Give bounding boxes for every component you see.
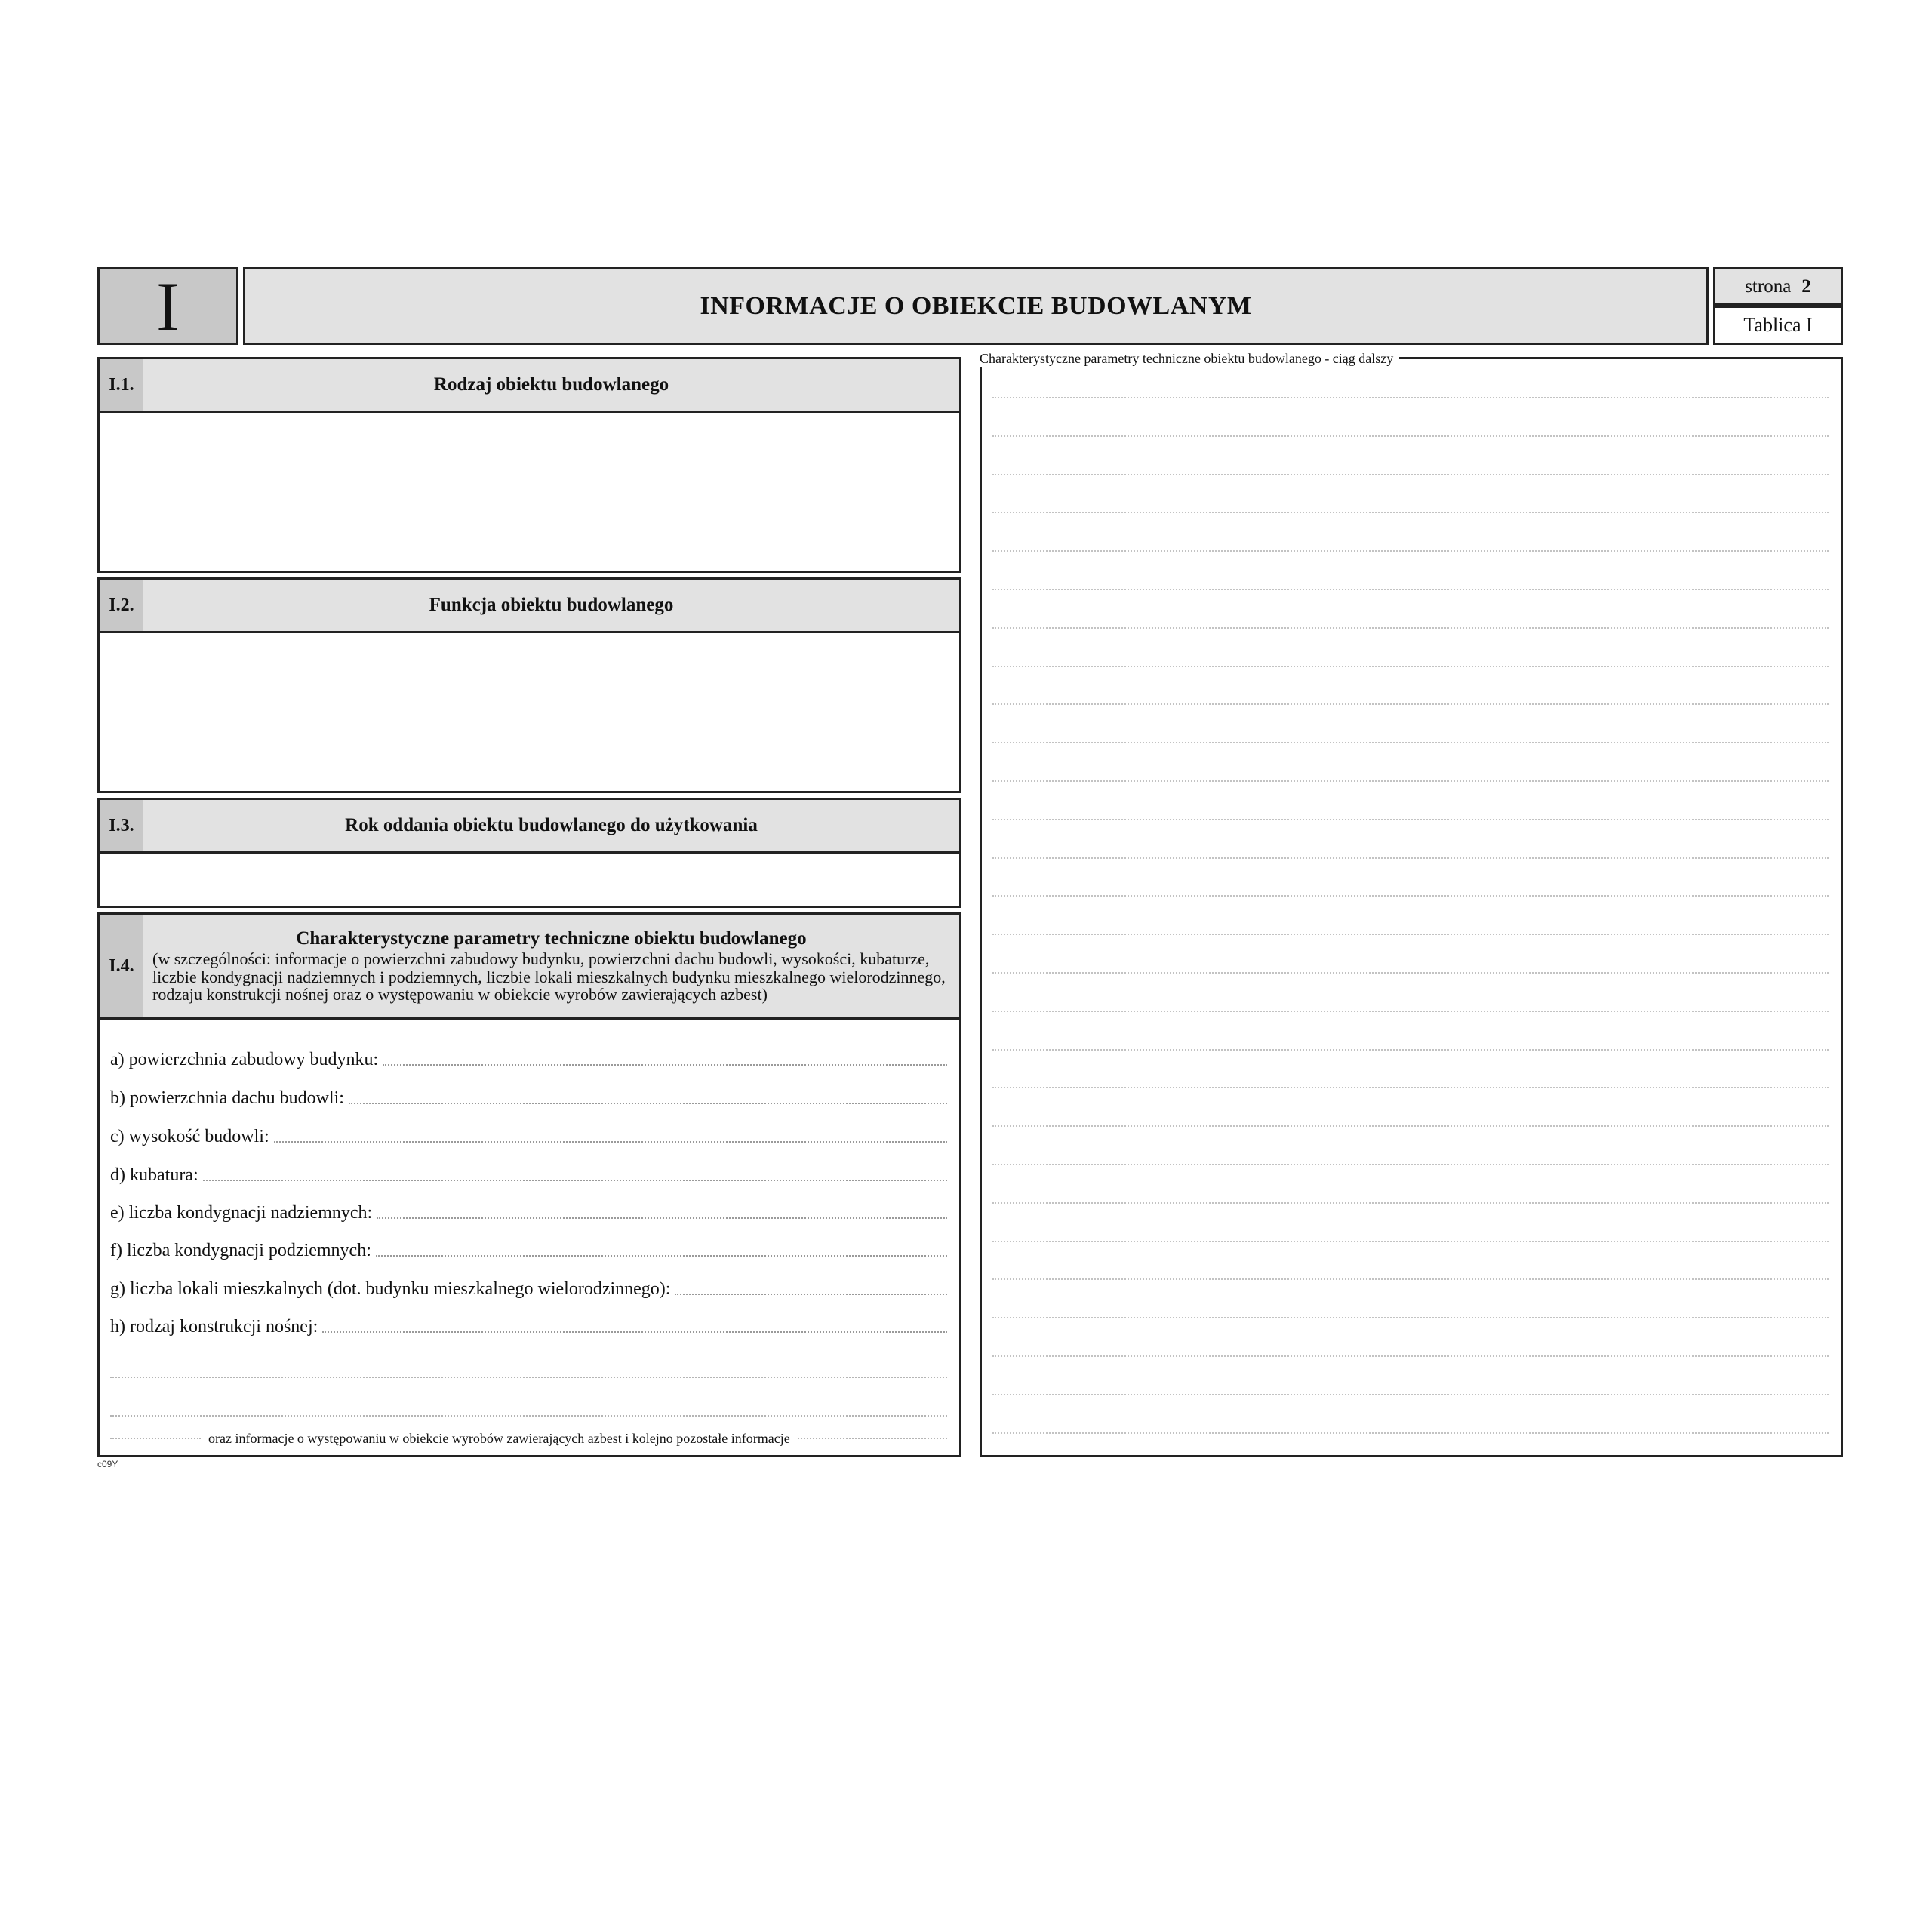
blank-line[interactable] xyxy=(992,666,1829,667)
table-label: Tablica I xyxy=(1713,306,1843,345)
blank-line[interactable] xyxy=(992,1241,1829,1242)
asbestos-info-label: oraz informacje o występowaniu w obiekcie wyrobów zawierających azbest i kolejno pozostałe informacje xyxy=(208,1430,790,1446)
blank-line[interactable] xyxy=(992,1049,1829,1051)
blank-line[interactable] xyxy=(992,589,1829,590)
blank-line[interactable] xyxy=(992,972,1829,974)
blank-line[interactable] xyxy=(992,780,1829,782)
section-header xyxy=(100,915,959,1020)
blank-line[interactable] xyxy=(992,550,1829,552)
blank-line[interactable] xyxy=(992,1125,1829,1127)
blank-line[interactable] xyxy=(992,819,1829,820)
section-number: I.2. xyxy=(100,580,146,631)
page-number-box xyxy=(1713,267,1843,306)
blank-line[interactable] xyxy=(992,435,1829,437)
blank-line[interactable] xyxy=(992,627,1829,629)
asbestos-info-line[interactable] xyxy=(110,1429,947,1447)
field-roof-area[interactable] xyxy=(110,1080,947,1110)
field-volume[interactable] xyxy=(110,1157,947,1187)
blank-line[interactable] xyxy=(992,1432,1829,1434)
section-object-type xyxy=(97,357,961,573)
page-title: INFORMACJE O OBIEKCIE BUDOWLANYM xyxy=(243,267,1709,345)
section-header xyxy=(100,580,959,633)
field-label: c) wysokość budowli: xyxy=(110,1127,269,1146)
section-title xyxy=(143,915,959,1017)
field-label: b) powierzchnia dachu budowli: xyxy=(110,1088,344,1108)
blank-line[interactable] xyxy=(992,857,1829,859)
blank-line[interactable] xyxy=(110,1377,947,1378)
blank-line[interactable] xyxy=(992,1394,1829,1395)
section-technical-parameters xyxy=(97,912,961,1457)
field-floors-above-ground[interactable] xyxy=(110,1195,947,1225)
blank-line[interactable] xyxy=(992,1278,1829,1280)
field-floors-below-ground[interactable] xyxy=(110,1232,947,1263)
field-label: h) rodzaj konstrukcji nośnej: xyxy=(110,1317,318,1337)
blank-line[interactable] xyxy=(110,1415,947,1417)
blank-line[interactable] xyxy=(992,474,1829,475)
section-number: I.1. xyxy=(100,359,146,411)
blank-line[interactable] xyxy=(992,1317,1829,1318)
section-header xyxy=(100,800,959,854)
section-title: Rok oddania obiektu budowlanego do użytkowania xyxy=(143,800,959,851)
object-type-field[interactable] xyxy=(100,411,959,571)
field-label: e) liczba kondygnacji nadziemnych: xyxy=(110,1203,373,1223)
blank-line[interactable] xyxy=(992,1011,1829,1012)
blank-line[interactable] xyxy=(992,703,1829,705)
blank-line[interactable] xyxy=(992,1355,1829,1357)
field-label: f) liczba kondygnacji podziemnych: xyxy=(110,1241,371,1260)
section-number: I.4. xyxy=(100,915,146,1017)
blank-line[interactable] xyxy=(992,1087,1829,1088)
blank-line[interactable] xyxy=(992,512,1829,513)
field-building-footprint[interactable] xyxy=(110,1041,947,1072)
blank-line[interactable] xyxy=(992,742,1829,743)
section-roman-numeral: I xyxy=(97,267,238,345)
field-label: a) powierzchnia zabudowy budynku: xyxy=(110,1050,379,1069)
blank-line[interactable] xyxy=(992,397,1829,398)
field-load-bearing-structure[interactable] xyxy=(110,1309,947,1339)
section-title-text: Charakterystyczne parametry techniczne obiektu budowlanego xyxy=(296,928,807,949)
commission-year-field[interactable] xyxy=(100,851,959,906)
blank-line[interactable] xyxy=(992,934,1829,935)
continuation-title: Charakterystyczne parametry techniczne obiektu budowlanego - ciąg dalszy xyxy=(978,351,1399,367)
field-label: g) liczba lokali mieszkalnych (dot. budynku mieszkalnego wielorodzinnego): xyxy=(110,1279,671,1299)
section-header xyxy=(100,359,959,413)
page-number: 2 xyxy=(1801,275,1811,297)
section-object-function xyxy=(97,577,961,793)
section-title: Rodzaj obiektu budowlanego xyxy=(143,359,959,411)
section-commission-year xyxy=(97,798,961,908)
section-description: (w szczególności: informacje o powierzchni zabudowy budynku, powierzchni dachu budowli, wysokości, kubaturze, liczbie kondygnacji nadziemnych i podziemnych, liczbie lokali mieszkalnych budynku mieszkalnego wielorodzinnego, rodzaju konstrukcji nośnej oraz o występowaniu w obiekcie wyrobów zawierających azbest) xyxy=(152,949,946,1004)
form-code: c09Y xyxy=(97,1459,118,1469)
blank-line[interactable] xyxy=(992,1164,1829,1165)
blank-line[interactable] xyxy=(992,1202,1829,1204)
field-height[interactable] xyxy=(110,1118,947,1149)
blank-line[interactable] xyxy=(992,895,1829,897)
page-label: strona xyxy=(1745,275,1792,297)
continuation-panel xyxy=(980,357,1843,1457)
field-residential-units[interactable] xyxy=(110,1271,947,1301)
section-title: Funkcja obiektu budowlanego xyxy=(143,580,959,631)
section-number: I.3. xyxy=(100,800,146,851)
object-function-field[interactable] xyxy=(100,631,959,791)
field-label: d) kubatura: xyxy=(110,1165,198,1185)
